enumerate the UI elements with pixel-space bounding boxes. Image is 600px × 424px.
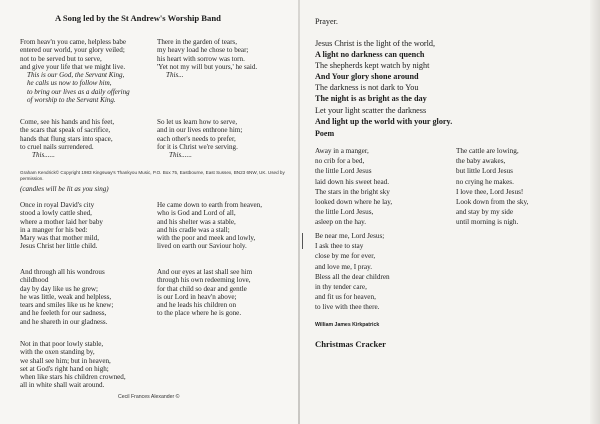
copyright-line: permission.: [20, 175, 44, 181]
poem-line: and stay by my side: [456, 208, 514, 217]
poem-line: I love thee, Lord Jesus!: [456, 187, 524, 196]
verse-line: Mary was that mother mild,: [20, 234, 100, 243]
prayer-text: [315, 38, 452, 127]
verse-line: my heavy load he chose to bear;: [157, 46, 249, 55]
poem-line: in thy tender care,: [315, 283, 367, 292]
poem-line: no crying he makes.: [456, 177, 514, 186]
song-verse-1: [20, 38, 126, 71]
chorus-line: he calls us now to follow him,: [27, 79, 112, 88]
verse-line: 'Yet not my will but yours,' he said.: [157, 62, 258, 71]
carol-verse-3: [20, 268, 113, 326]
poem-line: and fit us for heaven,: [315, 293, 376, 302]
verse-line: for that child so dear and gentle: [157, 284, 247, 293]
poem-line: the baby awakes,: [456, 157, 506, 166]
verse-line: through his own redeeming love,: [157, 276, 251, 285]
copyright-notice: [20, 170, 285, 181]
verse-line: lived on earth our Saviour holy.: [157, 242, 247, 251]
verse-line: and in our lives enthrone him;: [157, 126, 243, 135]
verse-line: He came down to earth from heaven,: [157, 201, 262, 209]
poem-line: the little Lord Jesus,: [315, 208, 374, 217]
song-verse-4: [157, 118, 242, 159]
poem-line: The stars in the bright sky: [315, 187, 390, 196]
pen-mark: [302, 233, 303, 249]
verse-line: the scars that speak of sacrifice,: [20, 126, 111, 135]
verse-line: entered our world, your glory veiled;: [20, 46, 125, 55]
prayer-line: The shepherds kept watch by night: [315, 61, 430, 71]
verse-line: tears and smiles like us he knew;: [20, 301, 114, 310]
verse-line: There in the garden of tears,: [157, 38, 237, 46]
poem-verse-3: [315, 231, 390, 313]
verse-line: is our Lord in heav'n above;: [157, 292, 237, 301]
verse-line: and he shareth in our gladness.: [20, 317, 108, 326]
refrain-cue: This......: [32, 151, 55, 160]
prayer-response: And light up the world with your glory.: [315, 116, 453, 126]
verse-line: childhood: [20, 276, 49, 285]
verse-line: hands that flung stars into space,: [20, 134, 113, 143]
poem-line: looked down where he lay,: [315, 198, 393, 207]
verse-line: Jesus Christ her little child.: [20, 242, 98, 251]
song-chorus: [27, 71, 130, 104]
song-title: A Song led by the St Andrew's Worship Band: [55, 13, 221, 23]
poem-line: and love me, I pray.: [315, 262, 373, 271]
song-verse-2: [157, 38, 257, 79]
prayer-line: Jesus Christ is the light of the world,: [315, 39, 436, 48]
copyright-line: Graham Kendrick© Copyright 1983 Kingsway's Thankyou Music, P.O. Box 75, Eastbourne, East Sussex, BN23 6NW, UK. Used by: [20, 170, 285, 175]
poem-verse-1: [315, 146, 392, 228]
verse-line: and give your life that we might live.: [20, 62, 126, 71]
poem-line: Bless all the dear children: [315, 272, 390, 281]
carol-verse-2: [157, 201, 262, 251]
refrain-cue: This...: [166, 71, 184, 80]
poem-line: The cattle are lowing,: [456, 147, 519, 155]
verse-line: for it is Christ we're serving.: [157, 142, 238, 151]
prayer-heading: Prayer.: [315, 17, 338, 26]
verse-line: where a mother laid her baby: [20, 217, 103, 226]
page-fold: [298, 0, 300, 424]
prayer-response: A light no darkness can quench: [315, 50, 425, 60]
poem-heading: Poem: [315, 129, 335, 138]
verse-line: each other's needs to prefer,: [157, 134, 236, 143]
verse-line: who is God and Lord of all,: [157, 209, 236, 218]
verse-line: he was little, weak and helpless,: [20, 292, 112, 301]
chorus-line: This is our God, the Servant King,: [27, 71, 125, 79]
verse-line: when like stars his children crowned,: [20, 373, 126, 382]
verse-line: and his shelter was a stable,: [157, 217, 236, 226]
verse-line: and his cradle was a stall;: [157, 225, 230, 234]
verse-line: in a manger for his bed:: [20, 225, 88, 234]
verse-line: day by day like us he grew;: [20, 284, 99, 293]
verse-line: stood a lowly cattle shed,: [20, 209, 92, 218]
verse-line: we shall see him; but in heaven,: [20, 356, 111, 365]
prayer-line: Let your light scatter the darkness: [315, 105, 427, 115]
chorus-line: to bring our lives as a daily offering: [27, 87, 130, 96]
poem-line: Away in a manger,: [315, 147, 369, 155]
verse-line: to the place where he is gone.: [157, 309, 242, 318]
carol-verse-1: [20, 201, 103, 251]
verse-line: all in white shall wait around.: [20, 381, 105, 390]
verse-line: Come, see his hands and his feet,: [20, 118, 115, 126]
poem-line: but little Lord Jesus: [456, 167, 513, 176]
chorus-line: of worship to the Servant King.: [27, 95, 116, 104]
verse-line: with the oxen standing by,: [20, 348, 95, 357]
poem-line: Be near me, Lord Jesus;: [315, 232, 385, 240]
verse-line: not to be served but to serve,: [20, 54, 102, 63]
verse-line: From heav'n you came, helpless babe: [20, 38, 127, 46]
prayer-response: And Your glory shone around: [315, 72, 419, 82]
prayer-response: The night is as bright as the day: [315, 94, 427, 104]
verse-line: and he feeleth for our sadness,: [20, 309, 107, 318]
poem-line: the little Lord Jesus: [315, 167, 372, 176]
verse-line: and he leads his children on: [157, 301, 236, 310]
verse-line: with the poor and meek and lowly,: [157, 234, 256, 243]
poem-line: no crib for a bed,: [315, 157, 365, 166]
carol-verse-5: [20, 340, 126, 390]
poem-line: asleep on the hay.: [315, 218, 367, 227]
poem-line: close by me for ever,: [315, 252, 376, 261]
carol-verse-4: [157, 268, 252, 318]
candles-note: (candles will be lit as you sing): [20, 185, 109, 193]
verse-line: his heart with sorrow was torn.: [157, 54, 245, 63]
carol-attribution: Cecil Frances Alexander ©: [118, 394, 180, 400]
verse-line: And through all his wondrous: [20, 268, 105, 276]
verse-line: So let us learn how to serve,: [157, 118, 238, 126]
poem-line: I ask thee to stay: [315, 242, 364, 251]
refrain-cue: This......: [169, 151, 192, 160]
verse-line: And our eyes at last shall see him: [157, 268, 253, 276]
poem-verse-2: [456, 146, 528, 228]
poem-line: until morning is nigh.: [456, 218, 519, 227]
prayer-line: The darkness is not dark to You: [315, 83, 419, 93]
page-edge-shadow: [590, 0, 600, 424]
poem-author: William James Kirkpatrick: [315, 322, 380, 328]
verse-line: set at God's right hand on high;: [20, 364, 109, 373]
poem-line: laid down his sweet head.: [315, 177, 390, 186]
song-verse-3: [20, 118, 114, 159]
verse-line: to cruel nails surrendered.: [20, 142, 94, 151]
verse-line: Once in royal David's city: [20, 201, 95, 209]
poem-line: Look down from the sky,: [456, 198, 529, 207]
poem-line: to live with thee there.: [315, 303, 380, 312]
christmas-cracker-heading: Christmas Cracker: [315, 339, 386, 349]
verse-line: Not in that poor lowly stable,: [20, 340, 104, 348]
